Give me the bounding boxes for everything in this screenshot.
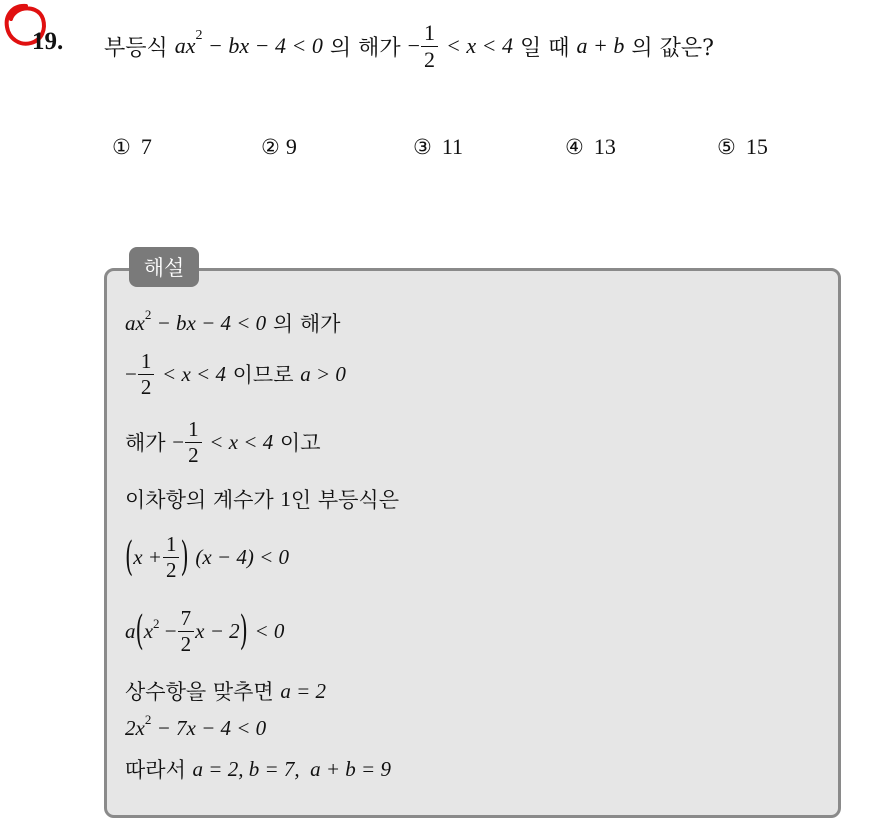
choice-3-value: 11 [441,134,464,159]
choice-1-mark: ① [112,135,131,159]
solution-line-3 [125,414,320,470]
solution-line-7 [125,674,326,708]
question-when: 일 때 [519,35,570,61]
solution-line-6 [125,602,284,660]
s5-den: 2 [165,557,177,582]
choice-1-value: 7 [140,134,152,159]
s6-close-paren: ) [239,607,248,653]
choice-5-mark: ⑤ [717,135,736,159]
solution-line-1 [125,307,340,339]
s6-num: 7 [178,608,195,632]
s6-open-paren: ( [135,607,144,653]
solution-line-9 [125,752,391,786]
s1-a: ax [125,310,145,335]
s1-b: − bx − 4 < 0 [151,310,267,335]
s2-minus: − [125,361,137,386]
s4-text: 이차항의 계수가 [125,488,274,512]
choice-5-value: 15 [745,134,768,159]
s6-rest: x − 2 [195,618,240,643]
question-expr-b: − bx − 4 < 0 [202,33,323,58]
s6-den: 2 [180,631,192,656]
s5-x: x + [133,544,162,569]
s8-exp: 2 [144,712,152,727]
s3-range: < x < 4 [209,429,274,454]
s2-num: 1 [138,351,155,375]
s8-b: − 7x − 4 < 0 [151,715,267,740]
s6-lt: < 0 [254,618,285,643]
s5-open-paren: ( [125,533,134,579]
s9-text: 따라서 [125,758,186,782]
s5-num: 1 [163,534,180,558]
question-frac-num: 1 [421,22,438,47]
s5-rest: (x − 4) < 0 [195,544,289,569]
question-expr-a: ax [174,33,196,58]
question-text [104,18,714,74]
question-lead: 부등식 [104,35,168,61]
choice-2-mark: ② [261,135,280,159]
s4-one: 1 [280,486,291,511]
s2-range: < x < 4 [162,361,226,386]
s6-fraction [178,605,195,656]
s2-cond: a > 0 [300,361,346,386]
solution-label: 해설 [129,247,199,287]
question-exp: 2 [195,28,203,43]
s6-a: a [125,618,136,643]
question-frac-den: 2 [424,46,436,72]
s7-eq: a = 2 [280,678,327,703]
s3-fraction [185,416,202,467]
choice-1[interactable] [112,134,152,160]
question-target: a + b [576,33,625,58]
solution-line-2 [125,346,346,402]
s2-den: 2 [140,374,152,399]
s6-minus: − [159,618,177,643]
choice-3-mark: ③ [413,135,432,159]
question-number: 19. [32,28,64,55]
s3-minus: − [172,429,185,454]
choice-4-mark: ④ [565,135,584,159]
question-fraction [421,19,438,72]
question-range: < x < 4 [446,33,513,58]
s6-x: x [143,618,154,643]
question-mid: 의 해가 [329,35,401,61]
solution-line-4 [125,482,399,516]
s2-fraction [138,348,155,399]
solution-line-5 [125,528,289,586]
solution-line-8 [125,712,266,744]
choice-5[interactable] [717,134,768,160]
s6-exp: 2 [153,616,160,631]
s7-text: 상수항을 맞추면 [125,680,274,704]
s1-exp: 2 [144,307,152,322]
choice-4[interactable] [565,134,616,160]
choice-2-value: 9 [285,134,297,159]
choice-4-value: 13 [593,134,616,159]
s4-text2: 인 부등식은 [290,488,399,512]
s2-text: 이므로 [232,363,294,387]
s5-close-paren: ) [180,533,189,579]
s3-den: 2 [188,442,199,467]
s5-fraction [163,531,180,582]
s9-eq: a = 2, b = 7, a + b = 9 [192,756,391,781]
s8-a: 2x [125,715,145,740]
s1-text: 의 해가 [272,312,341,336]
s3-num: 1 [185,419,202,443]
s3-text2: 이고 [279,431,321,455]
s3-text: 해가 [125,431,166,455]
question-minus: − [407,33,421,58]
question-tail: 의 값은? [631,35,714,61]
choice-3[interactable] [413,134,463,160]
choice-2[interactable] [261,134,297,160]
